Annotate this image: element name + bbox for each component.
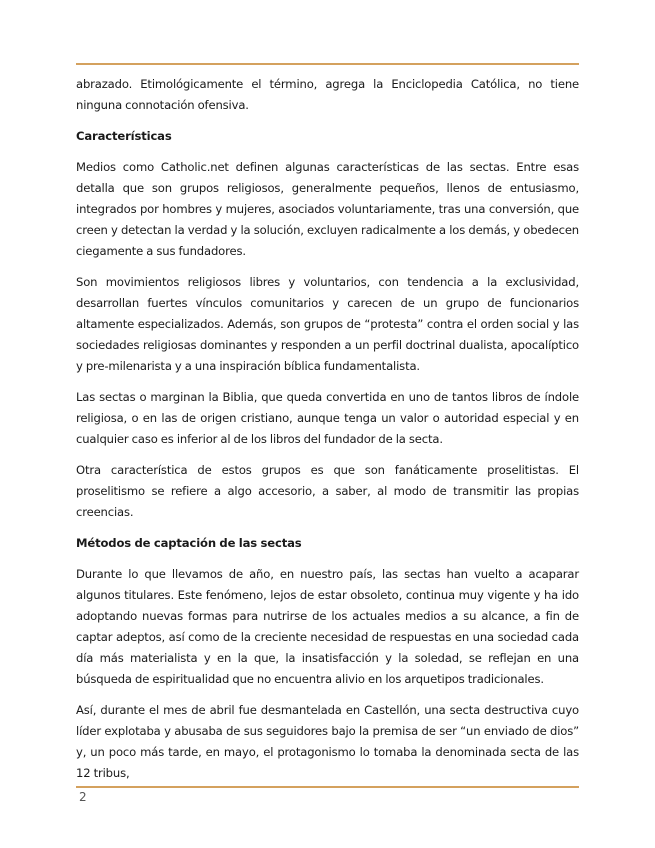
paragraph: Medios como Catholic.net definen algunas características de las sectas. Entre esas detalla que son grupos religiosos, generalmente pequeños, llenos de entusiasmo, integrados por hombres y mujeres, asociados voluntariamente, tras una conversión, que creen y detectan la verdad y la solución, excluyen radicalmente a los demás, y obedecen ciegamente a sus fundadores.: [76, 160, 579, 258]
paragraph: Las sectas o marginan la Biblia, que queda convertida en uno de tantos libros de índole religiosa, o en las de origen cristiano, aunque tenga un valor o autoridad especial y en cualquier caso es inferior al de los libros del fundador de la secta.: [76, 390, 579, 446]
paragraph: Así, durante el mes de abril fue desmantelada en Castellón, una secta destructiva cuyo líder explotaba y abusaba de sus seguidores bajo la premisa de ser “un enviado de dios” y, un poco más tarde, en mayo, el protagonismo lo tomaba la denominada secta de las 12 tribus,: [76, 703, 579, 780]
page-number: 2: [79, 790, 87, 804]
document-body: [76, 74, 579, 794]
footer-rule: [76, 786, 579, 788]
paragraph: Otra característica de estos grupos es que son fanáticamente proselitistas. El proselitismo se refiere a algo accesorio, a saber, al modo de transmitir las propias creencias.: [76, 463, 579, 519]
section-heading-caracteristicas: Características: [76, 129, 172, 143]
paragraph-continuation: abrazado. Etimológicamente el término, agrega la Enciclopedia Católica, no tiene ninguna connotación ofensiva.: [76, 77, 579, 112]
paragraph: Son movimientos religiosos libres y voluntarios, con tendencia a la exclusividad, desarrollan fuertes vínculos comunitarios y carecen de un grupo de funcionarios altamente especializados. Además, son grupos de “protesta” contra el orden social y las sociedades religiosas dominantes y responden a un perfil doctrinal dualista, apocalíptico y pre-milenarista y a una inspiración bíblica fundamentalista.: [76, 275, 579, 373]
paragraph: Durante lo que llevamos de año, en nuestro país, las sectas han vuelto a acaparar algunos titulares. Este fenómeno, lejos de estar obsoleto, continua muy vigente y ha ido adoptando nuevas formas para nutrirse de los actuales medios a su alcance, a fin de captar adeptos, así como de la creciente necesidad de respuestas en una sociedad cada día más materialista y en la que, la insatisfacción y la soledad, se reflejan en una búsqueda de espiritualidad que no encuentra alivio en los arquetipos tradicionales.: [76, 567, 579, 686]
header-rule: [76, 63, 579, 65]
section-heading-metodos: Métodos de captación de las sectas: [76, 536, 302, 550]
